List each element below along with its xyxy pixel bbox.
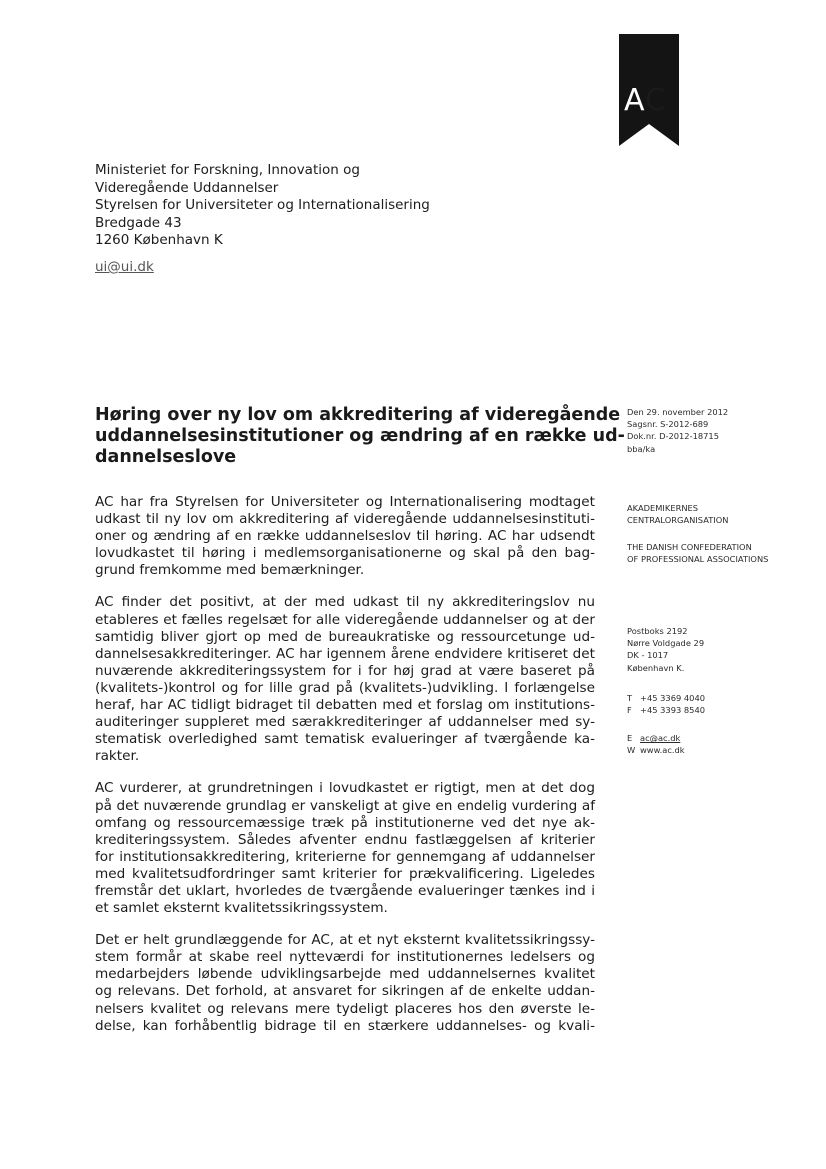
body-line: auditeringer suppleret med særakkrediteringer af uddannelser med sy- [95,714,595,731]
postal-address [627,625,704,674]
body-line: rakter. [95,748,140,765]
body-line: for institutionsakkreditering, kriterierne for gennemgang af uddannelser [95,848,595,865]
logo-letter-c: C [645,83,667,118]
address-line: Bredgade 43 [95,214,182,231]
body-line: (kvalitets-)kontrol og for lille grad på (kvalitets-)udvikling. I forlængelse [95,679,595,696]
body-line: Det er helt grundlæggende for AC, at et nyt eksternt kvalitetssikringssy- [95,932,595,949]
body-paragraph [95,494,595,579]
postal-line: DK - 1017 [627,650,669,661]
body-line: stematisk overledighed samt tematisk evalueringer af tværgående ka- [95,731,595,748]
body-line: dannelsesakkrediteringer. AC har igennem årene endvidere kritiseret det [95,645,595,662]
body-line: samtidig bliver gjort op med de bureaukratiske og ressourcetunge ud- [95,628,595,645]
fax-label: F [627,705,632,716]
address-line: Videregående Uddannelser [95,179,279,196]
body-line: grund fremkomme med bemærkninger. [95,562,365,579]
title-line: Høring over ny lov om akkreditering af videregående [95,405,621,425]
body-line: medarbejders løbende udviklingsarbejde med uddannelsernes kvalitet [95,966,595,983]
email-label: E [627,733,633,743]
letter-body [95,494,595,1050]
address-line: Ministeriet for Forskning, Innovation og [95,162,360,178]
reference-document-number: Dok.nr. D-2012-18715 [627,431,719,442]
phone-number: +45 3369 4040 [640,693,706,703]
org-name-danish [627,502,729,526]
body-line: AC vurderer, at grundretningen i lovudkastet er rigtigt, men at det dog [95,780,595,797]
ac-logo-text [624,83,667,118]
body-line: med kvalitetsudfordringer samt kriterier for prækvalificering. Ligeledes [95,865,595,882]
address-line: Styrelsen for Universiteter og Internationalisering [95,197,430,213]
body-line: AC finder det positivt, at der med udkast til ny akkrediteringslov nu [95,594,595,611]
body-line: heraf, har AC tidligt bidraget til debatten med et forslag om institutions- [95,697,595,714]
postal-line: Postboks 2192 [627,626,688,636]
fax-number: +45 3393 8540 [640,705,706,716]
body-line: omfang og ressourcemæssige træk på institutionerne ved det nye ak- [95,814,595,831]
body-line: udkast til ny lov om akkreditering af videregående uddannelsesinstituti- [95,511,595,528]
org-email-link[interactable]: ac@ac.dk [640,733,681,743]
body-paragraph [95,932,595,1035]
body-line: et samlet eksternt kvalitetssikringssystem. [95,900,388,917]
body-line: etableres et fælles regelsæt for alle videregående uddannelser og at der [95,611,595,628]
body-paragraph [95,594,595,765]
phone-label: T [627,693,633,703]
contact-email-web [627,732,685,756]
body-line: lovudkastet til høring i medlemsorganisationerne og skal på den bag- [95,545,595,562]
body-paragraph [95,780,595,917]
address-line: 1260 København K [95,232,223,248]
org-line: AKADEMIKERNES [627,503,699,513]
recipient-address [95,162,430,250]
org-website-link[interactable]: www.ac.dk [640,745,685,756]
web-label: W [627,745,636,756]
body-line: nelsers kvalitet og relevans mere tydeligt placeres hos den øverste le- [95,1000,595,1017]
body-line: oner og ændring af en række uddannelseslov til høring. AC har udsendt [95,528,595,545]
org-line: THE DANISH CONFEDERATION [627,542,752,552]
body-line: AC har fra Styrelsen for Universiteter og Internationalisering modtaget [95,494,595,510]
reference-case-number: Sagsnr. S-2012-689 [627,419,709,430]
body-line: stem formår at skabe reel nytteværdi for institutionernes ledelsers og [95,949,595,966]
body-line: nuværende akkrediteringssystem for i for høj grad at være baseret på [95,662,595,679]
title-line: uddannelsesinstitutioner og ændring af en række ud- [95,426,625,446]
title-line: dannelseslove [95,447,237,467]
recipient-email-link[interactable]: ui@ui.dk [95,259,154,275]
reference-block [627,406,728,455]
body-line: på det nuværende grundlag er vanskeligt at give en endelig vurdering af [95,797,595,814]
body-line: krediteringssystem. Således afventer endnu fastlæggelsen af kriterier [95,831,595,848]
body-line: delse, kan forhåbentlig bidrage til en stærkere uddannelses- og kvali- [95,1017,595,1034]
logo-letter-a: A [624,83,645,118]
contact-phone-fax [627,692,705,716]
reference-initials: bba/ka [627,443,656,454]
reference-date: Den 29. november 2012 [627,407,729,417]
body-line: fremstår det uklart, hvorledes de tværgående evalueringer tænkes ind i [95,882,595,899]
body-line: og relevans. Det forhold, at ansvaret for sikringen af de enkelte uddan- [95,983,595,1000]
postal-line: København K. [627,662,685,673]
postal-line: Nørre Voldgade 29 [627,638,705,649]
org-line: CENTRALORGANISATION [627,515,729,526]
org-line: OF PROFESSIONAL ASSOCIATIONS [627,554,769,565]
letter-title [95,405,625,468]
org-name-english [627,541,768,565]
